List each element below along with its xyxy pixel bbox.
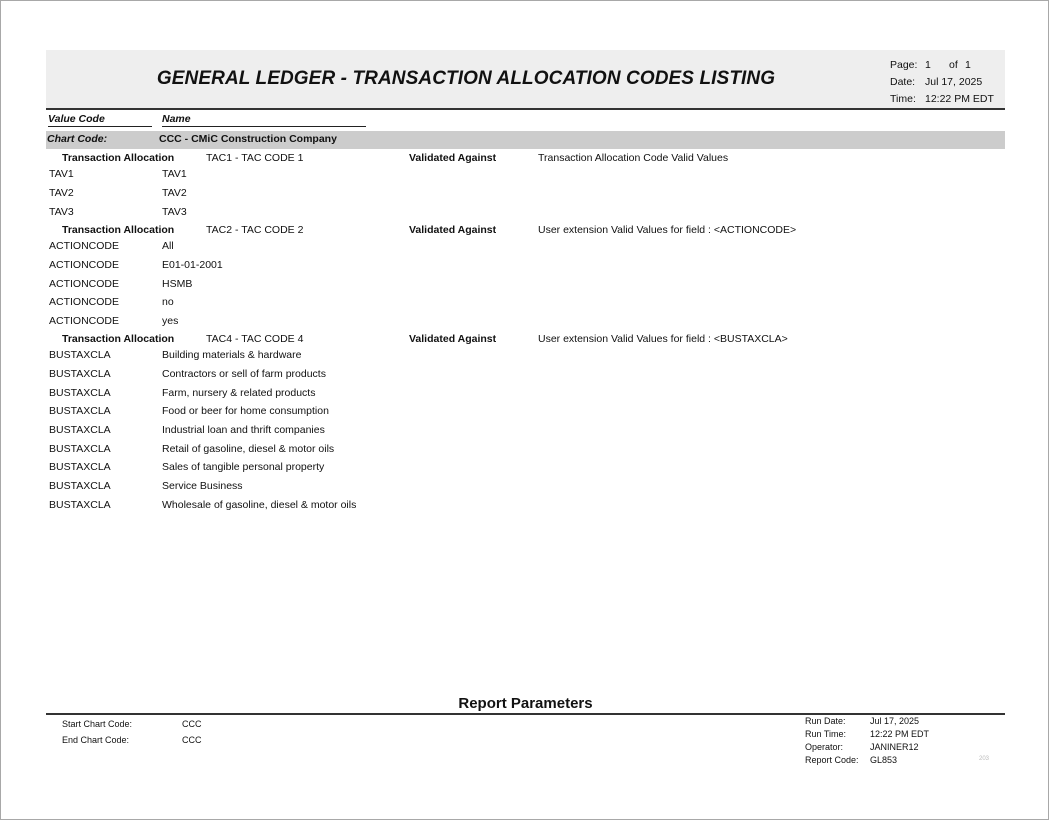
run-date-label: Run Date: bbox=[805, 716, 846, 726]
value-code: TAV3 bbox=[49, 206, 74, 218]
validated-label: Validated Against bbox=[409, 333, 497, 345]
run-time-label: Run Time: bbox=[805, 729, 847, 739]
report-code-value: GL853 bbox=[870, 755, 898, 765]
value-name: TAV1 bbox=[162, 168, 187, 180]
report-code-label: Report Code: bbox=[805, 755, 859, 765]
run-date-value: Jul 17, 2025 bbox=[870, 716, 920, 726]
value-code: BUSTAXCLA bbox=[49, 368, 111, 380]
group-code: TAC4 - TAC CODE 4 bbox=[206, 333, 304, 345]
validated-label: Validated Against bbox=[409, 152, 497, 164]
report-meta bbox=[890, 57, 994, 108]
date-label: Date: bbox=[890, 76, 916, 88]
value-code: ACTIONCODE bbox=[49, 259, 120, 271]
value-code: BUSTAXCLA bbox=[49, 461, 111, 473]
page-marker: 203 bbox=[979, 756, 990, 762]
group-label: Transaction Allocation bbox=[62, 224, 175, 236]
page-number: 1 bbox=[925, 59, 931, 71]
time-label: Time: bbox=[890, 93, 916, 105]
validated-value: User extension Valid Values for field : <BUSTAXCLA> bbox=[538, 333, 788, 345]
column-header-name: Name bbox=[162, 113, 366, 127]
value-name: Retail of gasoline, diesel & motor oils bbox=[162, 443, 335, 455]
footer-divider bbox=[46, 713, 1005, 715]
start-chart-label: Start Chart Code: bbox=[62, 719, 133, 729]
value-name: Service Business bbox=[162, 480, 243, 492]
value-name: HSMB bbox=[162, 278, 193, 290]
report-header bbox=[46, 50, 1005, 110]
value-code: TAV1 bbox=[49, 168, 74, 180]
value-code: ACTIONCODE bbox=[49, 315, 120, 327]
group-code: TAC1 - TAC CODE 1 bbox=[206, 152, 304, 164]
chart-code-label: Chart Code: bbox=[47, 133, 108, 145]
value-name: Farm, nursery & related products bbox=[162, 387, 316, 399]
value-code: BUSTAXCLA bbox=[49, 387, 111, 399]
of-label: of bbox=[949, 59, 958, 71]
validated-label: Validated Against bbox=[409, 224, 497, 236]
value-code: TAV2 bbox=[49, 187, 74, 199]
operator-value: JANINER12 bbox=[870, 742, 919, 752]
date-value: Jul 17, 2025 bbox=[925, 76, 983, 88]
value-name: Industrial loan and thrift companies bbox=[162, 424, 325, 436]
end-chart-value: CCC bbox=[182, 735, 202, 745]
value-name: E01-01-2001 bbox=[162, 259, 223, 271]
page-label: Page: bbox=[890, 59, 918, 71]
value-code: ACTIONCODE bbox=[49, 278, 120, 290]
report-parameters-title: Report Parameters bbox=[458, 695, 593, 712]
chart-code-value: CCC - CMiC Construction Company bbox=[159, 133, 337, 145]
group-label: Transaction Allocation bbox=[62, 152, 175, 164]
value-name: no bbox=[162, 296, 174, 308]
value-code: BUSTAXCLA bbox=[49, 499, 111, 511]
value-name: Building materials & hardware bbox=[162, 349, 302, 361]
value-name: All bbox=[162, 240, 174, 252]
value-code: BUSTAXCLA bbox=[49, 424, 111, 436]
value-code: ACTIONCODE bbox=[49, 296, 120, 308]
value-code: ACTIONCODE bbox=[49, 240, 120, 252]
value-name: TAV3 bbox=[162, 206, 187, 218]
validated-value: Transaction Allocation Code Valid Values bbox=[538, 152, 729, 164]
column-header-value-code: Value Code bbox=[48, 113, 152, 127]
validated-value: User extension Valid Values for field : <ACTIONCODE> bbox=[538, 224, 797, 236]
report-title: GENERAL LEDGER - TRANSACTION ALLOCATION CODES LISTING bbox=[156, 68, 776, 89]
end-chart-label: End Chart Code: bbox=[62, 735, 130, 745]
value-code: BUSTAXCLA bbox=[49, 443, 111, 455]
time-value: 12:22 PM EDT bbox=[925, 93, 994, 105]
value-code: BUSTAXCLA bbox=[49, 480, 111, 492]
value-name: TAV2 bbox=[162, 187, 187, 199]
value-name: Contractors or sell of farm products bbox=[162, 368, 326, 380]
value-code: BUSTAXCLA bbox=[49, 349, 111, 361]
value-name: Sales of tangible personal property bbox=[162, 461, 325, 473]
operator-label: Operator: bbox=[805, 742, 844, 752]
chart-code-band bbox=[46, 131, 1005, 149]
value-name: Food or beer for home consumption bbox=[162, 405, 329, 417]
group-code: TAC2 - TAC CODE 2 bbox=[206, 224, 304, 236]
value-code: BUSTAXCLA bbox=[49, 405, 111, 417]
page-total: 1 bbox=[965, 59, 971, 71]
run-time-value: 12:22 PM EDT bbox=[870, 729, 930, 739]
value-name: yes bbox=[162, 315, 179, 327]
start-chart-value: CCC bbox=[182, 719, 202, 729]
group-label: Transaction Allocation bbox=[62, 333, 175, 345]
value-name: Wholesale of gasoline, diesel & motor oils bbox=[162, 499, 357, 511]
